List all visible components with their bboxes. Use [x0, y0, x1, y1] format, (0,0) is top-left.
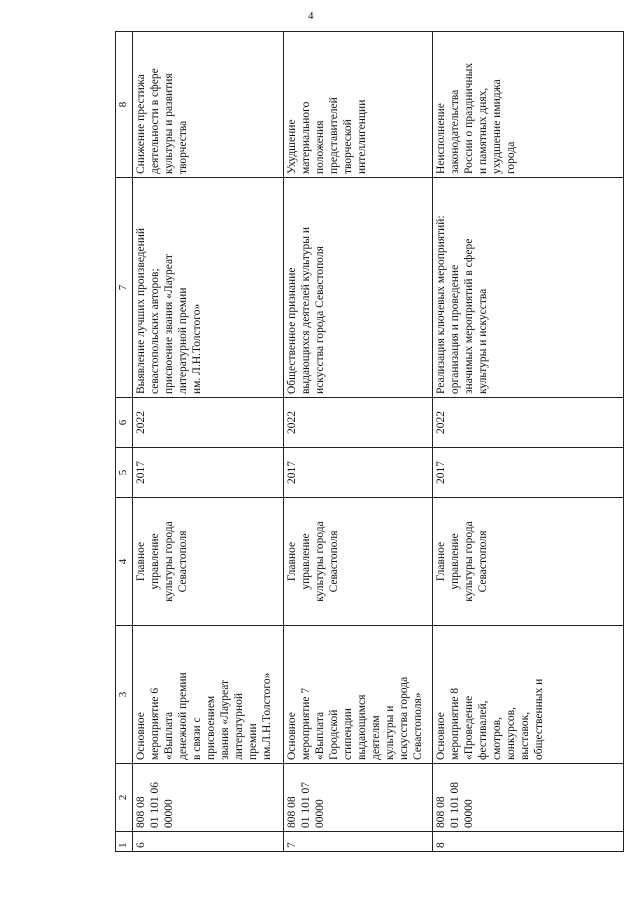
table-row: [133, 32, 284, 852]
rotated-table-frame: [115, 32, 639, 852]
end-year: 2022: [433, 398, 624, 448]
executor: Главное управление культуры города Севастополя: [433, 498, 624, 626]
start-year: 2017: [133, 448, 284, 498]
consequence: Снижение престижа деятельности в сфере культуры и развития творчества: [133, 32, 284, 178]
start-year: 2017: [284, 448, 433, 498]
header-col-8: 8: [116, 32, 133, 178]
event-name: Основное мероприятие 7 «Выплата Городской стипендии выдающимся деятелям культуры и искусства города Севастополя»: [284, 626, 433, 764]
row-number: 6: [133, 832, 284, 852]
budget-code: 808 08 01 101 06 00000: [133, 764, 284, 832]
start-year: 2017: [433, 448, 624, 498]
end-year: 2022: [284, 398, 433, 448]
executor: Главное управление культуры города Севастополя: [133, 498, 284, 626]
consequence: Ухудшение материального положения представителей творческой интеллигенции: [284, 32, 433, 178]
header-col-3: 3: [116, 626, 133, 764]
event-name: Основное мероприятие 8 «Проведение фестивалей, смотров, конкурсов, выставок, общественных и: [433, 626, 624, 764]
plan-table: [115, 31, 624, 852]
header-col-7: 7: [116, 178, 133, 398]
header-col-1: 1: [116, 832, 133, 852]
header-row: [116, 32, 133, 852]
row-number: 7: [284, 832, 433, 852]
consequence: Неисполнение законодательства России о праздничных и памятных днях, ухудшение имиджа города: [433, 32, 624, 178]
expected-result: Реализация ключевых мероприятий: организация и проведение значимых мероприятий в сфере культуры и искусства: [433, 178, 624, 398]
event-name: Основное мероприятие 6 «Выплата денежной премии в связи с присвоением звания «Лауреат литературной премии им.Л.Н.Толстого»: [133, 626, 284, 764]
end-year: 2022: [133, 398, 284, 448]
header-col-4: 4: [116, 498, 133, 626]
header-col-6: 6: [116, 398, 133, 448]
table-row: [284, 32, 433, 852]
expected-result: Выявление лучших произведений севастопольских авторов; присвоение звания «Лауреат литературной премии им. Л.Н.Толстого»: [133, 178, 284, 398]
budget-code: 808 08 01 101 08 00000: [433, 764, 624, 832]
header-col-5: 5: [116, 448, 133, 498]
header-col-2: 2: [116, 764, 133, 832]
page-number: 4: [308, 10, 314, 22]
budget-code: 808 08 01 101 07 00000: [284, 764, 433, 832]
table-row: [433, 32, 624, 852]
executor: Главное управление культуры города Севастополя: [284, 498, 433, 626]
row-number: 8: [433, 832, 624, 852]
expected-result: Общественное признание выдающихся деятелей культуры и искусства города Севастополя: [284, 178, 433, 398]
